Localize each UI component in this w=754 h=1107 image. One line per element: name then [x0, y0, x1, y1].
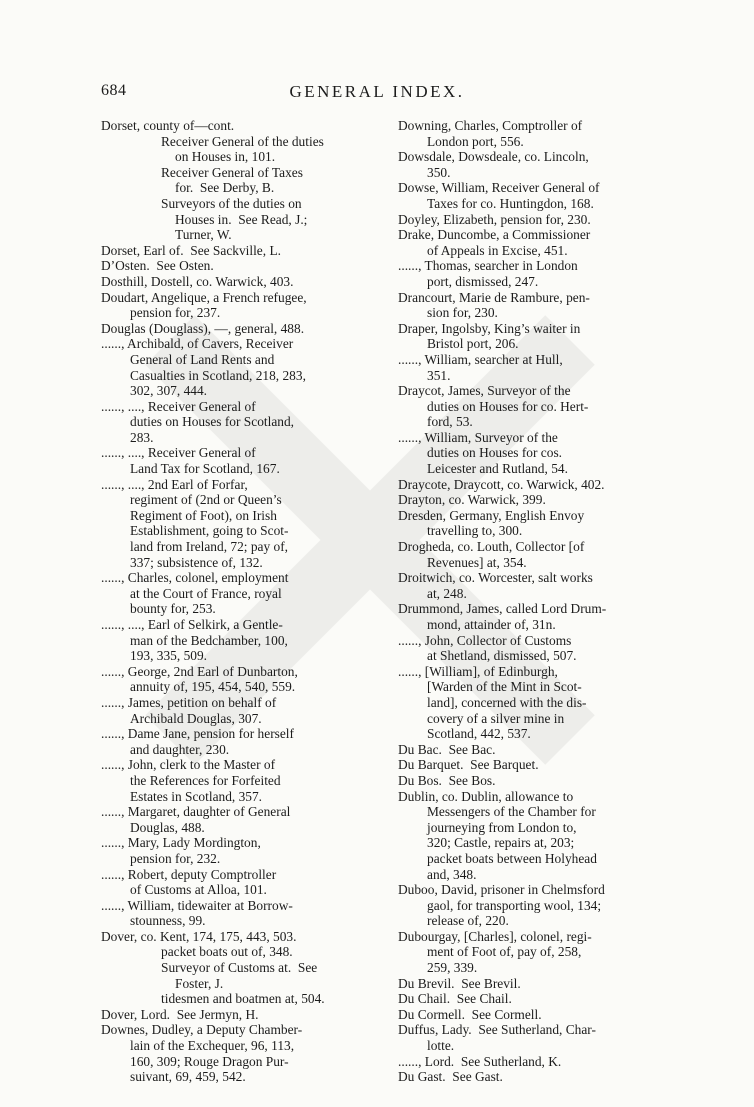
index-line: duties on Houses for Scotland, — [130, 414, 295, 430]
index-line: Dowse, William, Receiver General of — [398, 180, 600, 196]
index-line: ......, John, clerk to the Master of — [101, 757, 276, 773]
index-line: Dosthill, Dostell, co. Warwick, 403. — [101, 273, 294, 289]
page-number: 684 — [101, 82, 127, 99]
index-line: ......, Robert, deputy Comptroller — [101, 866, 277, 882]
index-line: ......, Margaret, daughter of General — [101, 804, 291, 820]
index-line: Archibald Douglas, 307. — [130, 710, 262, 726]
index-line: Du Cormell. See Cormell. — [398, 1006, 542, 1022]
index-line: Du Chail. See Chail. — [398, 991, 512, 1007]
index-line: 283. — [130, 429, 154, 445]
index-line: mond, attainder of, 31n. — [427, 617, 556, 632]
index-line: Douglas (Douglass), —, general, 488. — [101, 320, 305, 336]
index-line: gaol, for transporting wool, 134; — [427, 897, 602, 913]
index-line: Downes, Dudley, a Deputy Chamber- — [101, 1022, 303, 1038]
index-line: covery of a silver mine in — [427, 710, 565, 726]
index-line: land], concerned with the dis- — [427, 694, 587, 710]
index-line: Houses in. See Read, J.; — [175, 211, 308, 227]
index-line: release of, 220. — [427, 913, 509, 929]
index-line: ......, ...., Receiver General of — [101, 445, 256, 461]
index-line: Du Bos. See Bos. — [398, 772, 496, 788]
index-line: ......, James, petition on behalf of — [101, 694, 277, 710]
index-line: Draycot, James, Surveyor of the — [398, 383, 571, 399]
index-line: Dublin, co. Dublin, allowance to — [398, 788, 574, 804]
index-line: Drancourt, Marie de Rambure, pen- — [398, 289, 590, 305]
index-line: ......, ...., Earl of Selkirk, a Gentle- — [101, 617, 283, 632]
index-line: on Houses in, 101. — [175, 149, 276, 165]
index-line: duties on Houses for cos. — [427, 445, 563, 461]
index-line: at the Court of France, royal — [130, 585, 282, 601]
index-line: ford, 53. — [427, 414, 473, 430]
index-line: at, 248. — [427, 585, 467, 601]
index-line: bounty for, 253. — [130, 601, 216, 617]
index-line: ......, William, searcher at Hull, — [398, 351, 563, 367]
index-line: Dresden, Germany, English Envoy — [398, 507, 585, 523]
index-line: Draper, Ingolsby, King’s waiter in — [398, 320, 581, 336]
index-line: annuity of, 195, 454, 540, 559. — [130, 679, 296, 695]
index-line: ......, William, Surveyor of the — [398, 429, 558, 445]
index-line: Drummond, James, called Lord Drum- — [398, 601, 607, 617]
index-line: Leicester and Rutland, 54. — [427, 461, 568, 477]
index-line: ......, John, Collector of Customs — [398, 632, 572, 648]
index-line: Messengers of the Chamber for — [427, 804, 596, 820]
index-line: man of the Bedchamber, 100, — [130, 632, 288, 648]
index-line: tidesmen and boatmen at, 504. — [161, 991, 325, 1007]
index-line: D’Osten. See Osten. — [101, 258, 214, 274]
index-line: Dover, Lord. See Jermyn, H. — [101, 1006, 259, 1022]
index-line: journeying from London to, — [427, 819, 577, 835]
index-line: ......, ...., Receiver General of — [101, 398, 256, 414]
index-line: General of Land Rents and — [130, 351, 275, 367]
index-line: port, dismissed, 247. — [427, 273, 539, 289]
index-line: 320; Castle, repairs at, 203; — [427, 835, 575, 851]
index-line: Dorset, county of—cont. — [101, 118, 235, 133]
index-line: and daughter, 230. — [130, 741, 230, 757]
index-line: of Appeals in Excise, 451. — [427, 242, 568, 258]
index-line: sion for, 230. — [427, 305, 498, 321]
index-line: Revenues] at, 354. — [427, 554, 527, 570]
index-line: 193, 335, 509. — [130, 648, 207, 664]
index-line: ......, Dame Jane, pension for herself — [101, 726, 294, 742]
index-line: lotte. — [427, 1038, 455, 1054]
index-line: ......, ...., 2nd Earl of Forfar, — [101, 476, 248, 492]
page-header — [0, 82, 754, 106]
index-line: Surveyors of the duties on — [161, 195, 302, 211]
index-line: 350. — [427, 164, 451, 180]
index-line: Duboo, David, prisoner in Chelmsford — [398, 882, 605, 898]
index-line: ......, [William], of Edinburgh, — [398, 663, 558, 679]
index-line: Du Barquet. See Barquet. — [398, 757, 539, 773]
index-line: and, 348. — [427, 866, 477, 882]
index-line: ......, Charles, colonel, employment — [101, 570, 289, 586]
index-line: packet boats between Holyhead — [427, 850, 597, 866]
index-line: Surveyor of Customs at. See — [161, 960, 318, 976]
index-line: ......, Archibald, of Cavers, Receiver — [101, 336, 294, 352]
index-line: Receiver General of the duties — [161, 133, 324, 149]
index-line: lain of the Exchequer, 96, 113, — [130, 1038, 295, 1054]
index-line: Duffus, Lady. See Sutherland, Char- — [398, 1022, 596, 1038]
index-line: Du Bac. See Bac. — [398, 741, 496, 757]
index-line: ......, George, 2nd Earl of Dunbarton, — [101, 663, 298, 679]
index-column-left — [101, 118, 363, 1085]
page-title: GENERAL INDEX. — [289, 82, 465, 101]
index-line: 259, 339. — [427, 960, 478, 976]
index-line: Dover, co. Kent, 174, 175, 443, 503. — [101, 928, 297, 944]
index-line: 351. — [427, 367, 451, 383]
index-line: Draycote, Draycott, co. Warwick, 402. — [398, 476, 605, 492]
index-line: Bristol port, 206. — [427, 336, 519, 352]
index-line: of Customs at Alloa, 101. — [130, 882, 267, 898]
index-line: duties on Houses for co. Hert- — [427, 398, 589, 414]
index-line: suivant, 69, 459, 542. — [130, 1069, 246, 1085]
index-line: Drayton, co. Warwick, 399. — [398, 492, 546, 508]
index-line: Scotland, 442, 537. — [427, 726, 531, 742]
index-line: Du Gast. See Gast. — [398, 1069, 503, 1085]
index-line: Foster, J. — [175, 975, 224, 991]
index-line: ......, Mary, Lady Mordington, — [101, 835, 261, 851]
index-line: ......, Thomas, searcher in London — [398, 258, 578, 274]
index-line: land from Ireland, 72; pay of, — [130, 539, 289, 555]
index-line: Taxes for co. Huntingdon, 168. — [427, 195, 594, 211]
index-line: Dorset, Earl of. See Sackville, L. — [101, 242, 281, 258]
index-line: Drogheda, co. Louth, Collector [of — [398, 539, 585, 555]
index-line: stounness, 99. — [130, 913, 206, 929]
index-line: 337; subsistence of, 132. — [130, 554, 263, 570]
index-line: Establishment, going to Scot- — [130, 523, 289, 539]
index-line: Du Brevil. See Brevil. — [398, 975, 521, 991]
index-line: Receiver General of Taxes — [161, 164, 303, 180]
index-line: at Shetland, dismissed, 507. — [427, 648, 577, 664]
index-line: Dowsdale, Dowsdeale, co. Lincoln, — [398, 149, 589, 165]
index-line: regiment of (2nd or Queen’s — [130, 492, 282, 508]
index-line: Estates in Scotland, 357. — [130, 788, 263, 804]
index-line: Dubourgay, [Charles], colonel, regi- — [398, 928, 592, 944]
index-line: pension for, 237. — [130, 305, 221, 321]
index-line: Turner, W. — [175, 227, 232, 243]
index-line: Casualties in Scotland, 218, 283, — [130, 367, 306, 383]
index-line: Drake, Duncombe, a Commissioner — [398, 227, 591, 243]
index-line: Regiment of Foot), on Irish — [130, 507, 277, 523]
index-line: Doudart, Angelique, a French refugee, — [101, 289, 307, 305]
index-line: for. See Derby, B. — [175, 180, 275, 196]
index-line: 160, 309; Rouge Dragon Pur- — [130, 1053, 289, 1069]
index-line: the References for Forfeited — [130, 772, 281, 788]
index-line: Doyley, Elizabeth, pension for, 230. — [398, 211, 591, 227]
index-line: London port, 556. — [427, 133, 524, 149]
index-line: ......, William, tidewaiter at Borrow- — [101, 897, 293, 913]
index-line: Droitwich, co. Worcester, salt works — [398, 570, 593, 586]
index-line: ment of Foot of, pay of, 258, — [427, 944, 582, 960]
index-line: packet boats out of, 348. — [161, 944, 293, 960]
index-line: travelling to, 300. — [427, 523, 523, 539]
index-line: pension for, 232. — [130, 850, 221, 866]
index-line: [Warden of the Mint in Scot- — [427, 679, 582, 695]
index-line: ......, Lord. See Sutherland, K. — [398, 1053, 562, 1069]
index-line: 302, 307, 444. — [130, 383, 207, 399]
index-line: Douglas, 488. — [130, 819, 205, 835]
index-line: Land Tax for Scotland, 167. — [130, 461, 280, 477]
index-line: Downing, Charles, Comptroller of — [398, 118, 583, 133]
index-column-right — [398, 118, 660, 1085]
